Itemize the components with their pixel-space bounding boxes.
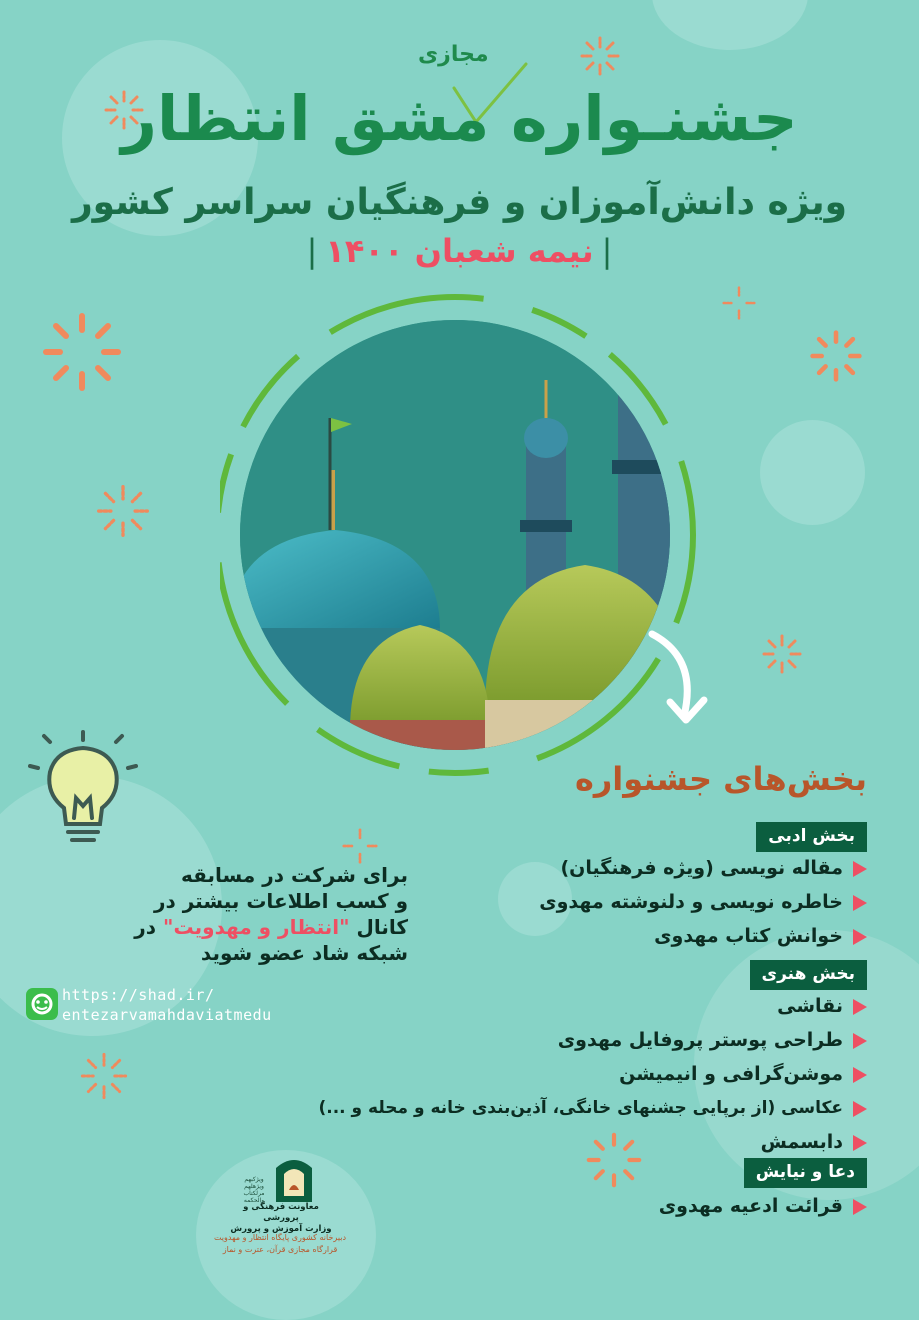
category-art: بخش هنری xyxy=(750,960,867,990)
bullet-icon xyxy=(853,1135,867,1151)
bullet-icon xyxy=(853,1101,867,1117)
shad-logo-icon xyxy=(26,988,58,1020)
sparkle-icon xyxy=(342,828,378,864)
event-date: |نیمه شعبان ۱۴۰۰| xyxy=(306,232,613,270)
sparkle-icon xyxy=(810,330,862,382)
prayer-list xyxy=(659,1190,867,1224)
bullet-icon xyxy=(853,895,867,911)
bullet-icon xyxy=(853,999,867,1015)
sparkle-icon xyxy=(80,1052,128,1100)
sparkle-icon xyxy=(96,484,150,538)
bg-circle-top-right xyxy=(652,0,808,50)
emblem-caption: ویژکبهم ویژهلهم مرلکتاب والحکمه xyxy=(243,1176,265,1204)
bullet-icon xyxy=(853,861,867,877)
ministry-name: معاونت فرهنگی و پرورشی وزارت آموزش و پرورش xyxy=(230,1202,332,1234)
secretariat-name: دبیرخانه کشوری پایگاه انتظار و مهدویت قرارگاه مجازی قرآن، عترت و نماز xyxy=(213,1233,347,1254)
bullet-icon xyxy=(853,1067,867,1083)
shad-channel-link[interactable]: https://shad.ir/ entezarvamahdaviatmedu xyxy=(62,986,272,1024)
category-prayer: دعا و نیایش xyxy=(744,1158,867,1188)
ministry-emblem-icon xyxy=(272,1152,316,1204)
sparkle-icon xyxy=(580,36,620,76)
list-item: عکاسی (از برپایی جشنهای خانگی، آذین‌بندی خانه و محله و ...) xyxy=(318,1092,867,1126)
list-item: طراحی پوستر پروفایل مهدوی xyxy=(318,1024,867,1058)
page-title: جشنـواره مشق انتظار xyxy=(121,82,798,155)
channel-name: "انتظار و مهدویت" xyxy=(163,915,350,939)
bullet-icon xyxy=(853,929,867,945)
sparkle-icon xyxy=(762,634,802,674)
lightbulb-icon xyxy=(28,728,138,848)
virtual-tag: مجازی xyxy=(418,42,489,67)
sections-title: بخش‌های جشنواره xyxy=(574,760,867,798)
list-item: خاطره نویسی و دلنوشته مهدوی xyxy=(539,886,867,920)
art-list xyxy=(318,990,867,1160)
bullet-icon xyxy=(853,1033,867,1049)
arrow-icon xyxy=(640,628,720,728)
category-literary: بخش ادبی xyxy=(756,822,867,852)
literary-list xyxy=(539,852,867,954)
list-item: موشن‌گرافی و انیمیشن xyxy=(318,1058,867,1092)
list-item: خوانش کتاب مهدوی xyxy=(539,920,867,954)
bullet-icon xyxy=(853,1199,867,1215)
sparkle-icon xyxy=(722,286,756,320)
bg-circle-right xyxy=(760,420,865,525)
sparkle-icon xyxy=(42,312,122,392)
page-subtitle: ویژه دانش‌آموزان و فرهنگیان سراسر کشور xyxy=(71,182,848,223)
list-item: نقاشی xyxy=(318,990,867,1024)
list-item: مقاله نویسی (ویژه فرهنگیان) xyxy=(539,852,867,886)
list-item: دابسمش xyxy=(318,1126,867,1160)
join-instructions: برای شرکت در مسابقه و کسب اطلاعات بیشتر در کانال "انتظار و مهدویت" در شبکه شاد عضو شوید xyxy=(134,863,408,965)
list-item: قرائت ادعیه مهدوی xyxy=(659,1190,867,1224)
event-date-text: نیمه شعبان ۱۴۰۰ xyxy=(325,232,594,270)
